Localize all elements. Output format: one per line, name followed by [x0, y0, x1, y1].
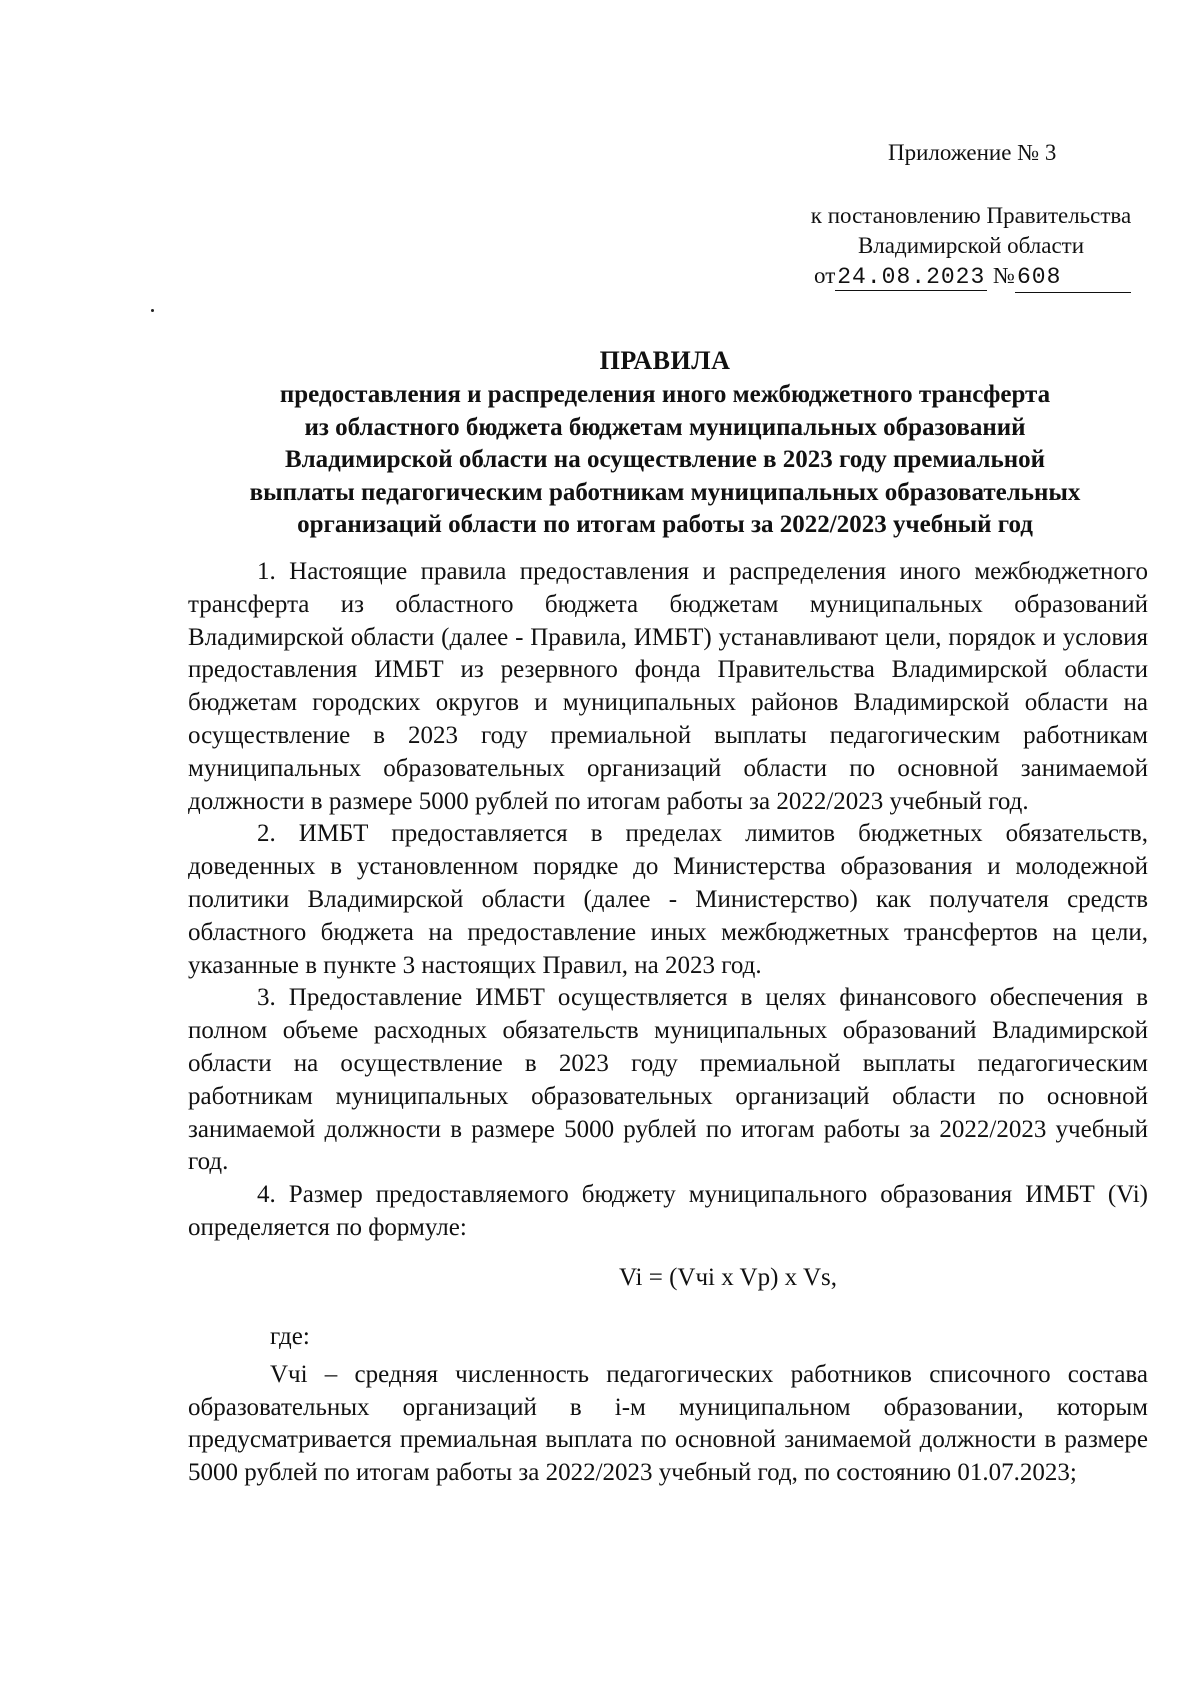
scan-speck — [151, 309, 154, 312]
document-title — [150, 343, 1180, 542]
number-prefix: № — [993, 263, 1015, 288]
annex-label: Приложение № 3 — [888, 140, 1057, 165]
decree-line-2: Владимирской области — [857, 233, 1085, 258]
where-label: где: — [270, 1322, 310, 1350]
title-line-2: из областного бюджета бюджетам муниципальных образований — [304, 413, 1026, 441]
paragraph-3: 3. Предоставление ИМБТ осуществляется в целях финансового обеспечения в полном объеме расходных обязательств муниципальных образований Владимирской области на осуществление в 2023 году премиальной выплаты педагогическим работникам муниципальных образовательных организаций области по основной занимаемой должности в размере 5000 рублей по итогам работы за 2022/2023 учебный год. — [188, 984, 1148, 1176]
decree-number: 608 — [1015, 262, 1131, 293]
title-main: ПРАВИЛА — [599, 346, 731, 375]
definition-vchi: Vчi – средняя численность педагогических работников списочного состава образовательных организаций в i-м муниципальном образовании, которым предусматривается премиальная выплата по основной занимаемой должности в размере 5000 рублей по итогам работы за 2022/2023 учебный год, по состоянию 01.07.2023; — [188, 1360, 1148, 1487]
decree-reference — [804, 201, 1138, 293]
decree-date-line — [804, 261, 1138, 293]
decree-line-1: к постановлению Правительства — [810, 203, 1132, 228]
date-prefix: от — [814, 263, 836, 288]
title-line-1: предоставления и распределения иного межбюджетного трансферта — [279, 381, 1051, 408]
paragraph-1: 1. Настоящие правила предоставления и распределения иного межбюджетного трансферта из областного бюджета бюджетам муниципальных образований Владимирской области (далее - Правила, ИМБТ) устанавливают цели, порядок и условия предоставления ИМБТ из резервного фонда Правительства Владимирской области бюджетам городских округов и муниципальных районов Владимирской области на осуществление в 2023 году премиальной выплаты педагогическим работникам муниципальных образовательных организаций области по основной занимаемой должности в размере 5000 рублей по итогам работы за 2022/2023 учебный год. — [188, 558, 1148, 815]
title-subtitle — [150, 379, 1180, 542]
formula: Vi = (Vчi x Vp) x Vs, — [618, 1263, 837, 1291]
paragraph-2: 2. ИМБТ предоставляется в пределах лимитов бюджетных обязательств, доведенных в установленном порядке до Министерства образования и молодежной политики Владимирской области (далее - Министерство) как получателя средств областного бюджета на предоставление иных межбюджетных трансфертов на цели, указанные в пункте 3 настоящих Правил, на 2023 год. — [188, 820, 1148, 979]
document-body — [188, 556, 1148, 1490]
title-line-3: Владимирской области на осуществление в 2023 году премиальной — [284, 446, 1046, 473]
decree-date: 24.08.2023 — [837, 264, 986, 290]
paragraph-4: 4. Размер предоставляемого бюджету муниципального образования ИМБТ (Vi) определяется по формуле: — [188, 1181, 1148, 1241]
title-line-5: организаций области по итогам работы за 2022/2023 учебный год — [297, 511, 1033, 538]
title-line-4: выплаты педагогическим работникам муниципальных образовательных — [249, 478, 1081, 506]
